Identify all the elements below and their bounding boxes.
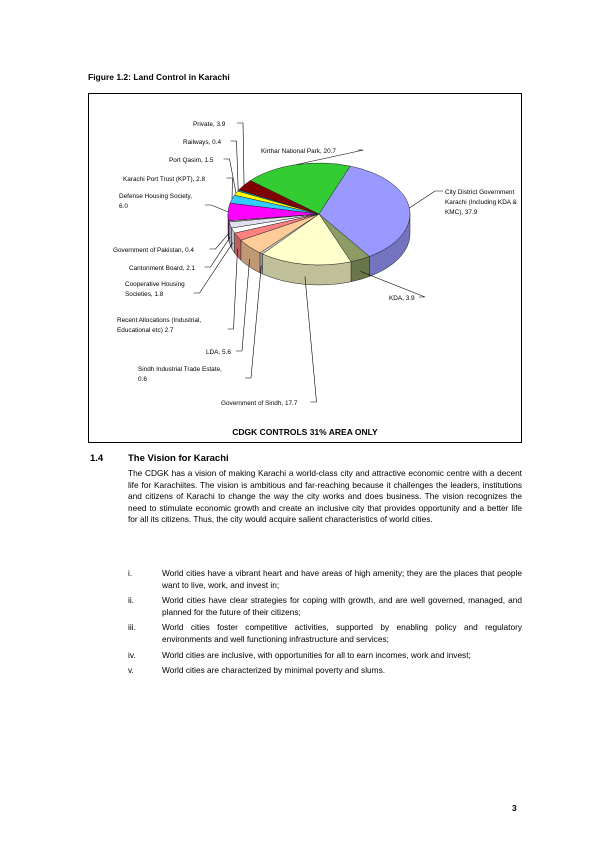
slice-label [169,157,214,164]
slice-label-line: Karachi (Including KDA & [445,199,517,206]
pie-tops [228,163,410,265]
slice-label-line: City District Government [445,189,515,196]
slice-label-line: Defense Housing Society, [119,193,193,200]
slice-label [123,176,205,183]
slice-label [206,349,231,356]
slice-label-line: Sindh Industrial Trade Estate, [138,366,222,373]
slice-label [138,366,222,383]
slice-label-line: Recent Allocations (Industrial, [117,317,202,324]
slice-label-line: Port Qasim, 1.5 [169,157,214,164]
slice-label-line: Kirthar National Park, 20.7 [261,148,336,155]
section-number: 1.4 [90,453,104,464]
list-item [128,622,522,645]
slice-label [221,400,298,407]
slice-label [261,148,336,155]
section-heading [90,453,229,464]
section-paragraph: The CDGK has a vision of making Karachi a world-class city and attractive economic centre with a decent life for Karachiites. The vision is ambitious and far-reaching because it challenges the leaders, institutions and citizens of Karachi to change the way the city works and does business. The vision recognizes the need to stimulate economic growth and create an inclusive city that provides opportunity and a better life for all its citizens. Thus, the city would acquire salient characteristics of world cities. [128,468,522,525]
slice-label-line: KMC), 37.9 [445,209,478,216]
slice-label-line: Karachi Port Trust (KPT), 2.8 [123,176,206,183]
slice-label-line: 0.6 [138,376,147,383]
slice-label [117,317,201,334]
list-text: World cities have clear strategies for coping with growth, and are well governed, managed, and planned for the future of their citizens; [162,595,522,617]
list-item [128,650,522,662]
list-item [128,568,522,591]
list-text: World cities have a vibrant heart and have areas of high amenity; they are the places that people want to live, work, and invest in; [162,568,522,590]
list-item [128,665,522,677]
slice-label-line: KDA, 3.9 [389,295,415,302]
slice-label-line: Cooperative Housing [125,281,185,288]
leader-line [228,249,238,329]
chart-note: CDGK CONTROLS 31% AREA ONLY [232,427,378,437]
figure-caption: Figure 1.2: Land Control in Karachi [88,72,230,82]
list-text: World cities are inclusive, with opportunities for all to earn incomes, work and invest; [162,649,471,660]
slice-label-line: Private, 3.9 [193,121,226,128]
slice-label-line: LDA, 5.6 [206,349,231,356]
list-text: World cities foster competitive activities, supported by enabling policy and regulatory environments and well functioning infrastructure and services; [162,622,522,644]
leader-line [409,191,443,208]
list-item [128,595,522,618]
slice-label-line: Societies, 1.8 [125,291,164,298]
leader-line [205,237,231,267]
leader-line [360,271,425,297]
section-title: The Vision for Karachi [128,453,229,464]
slice-label-line: Government of Sindh, 17.7 [221,400,298,407]
vision-list [128,568,522,677]
slice-label [125,281,185,298]
leader-line [205,205,228,212]
figure-box [88,93,522,443]
slice-label-line: Cantonment Board, 2.1 [129,265,196,272]
slice-label-line: 6.0 [119,203,128,210]
leader-line [227,178,233,199]
slice-label-line: Government of Pakistan, 0.4 [113,247,194,254]
list-marker: i. [128,568,133,578]
pie-slice-side [260,253,262,274]
leader-line [237,123,244,185]
slice-label [193,121,226,128]
leader-line [210,233,229,249]
slice-label-line: Railways, 0.4 [183,139,222,146]
slice-label-line: Educational etc) 2.7 [117,327,174,334]
page-number: 3 [512,803,517,813]
pie-chart [89,94,523,444]
list-marker: iv. [128,649,136,660]
slice-label [445,189,517,216]
slice-label [183,139,221,146]
leader-line [305,276,317,402]
leader-line [224,159,237,193]
leader-line [236,259,250,351]
slice-label [119,193,192,210]
slice-label [389,295,415,302]
slice-label [113,247,194,254]
list-text: World cities are characterized by minimal poverty and slums. [162,665,386,676]
list-marker: iii. [128,622,136,633]
slice-label [129,265,196,272]
leader-line [194,243,233,293]
list-marker: v. [128,665,134,676]
list-marker: ii. [128,595,134,606]
